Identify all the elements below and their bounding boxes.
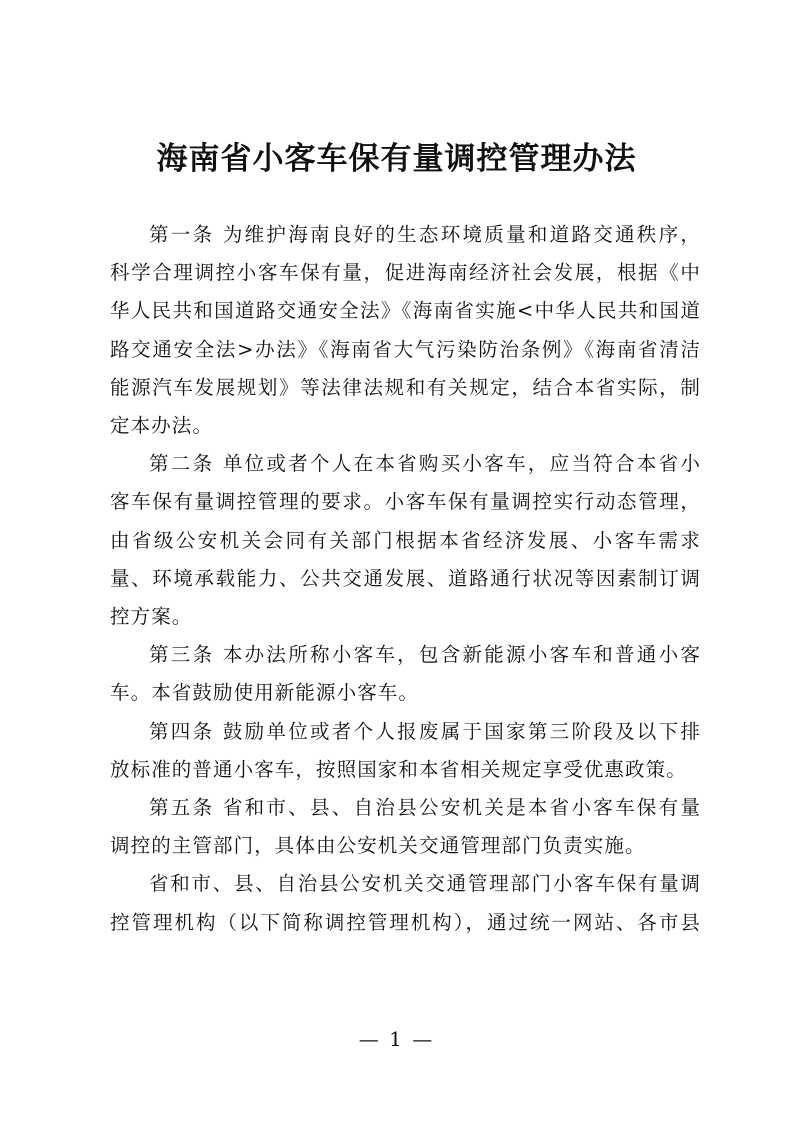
- document-body: [110, 216, 701, 942]
- article-1-paragraph: [110, 216, 701, 445]
- text-line: 能源汽车发展规划》等法律法规和有关规定，结合本省实际，制: [110, 375, 701, 399]
- text-line: 华人民共和国道路交通安全法》《海南省实施<中华人民共和国道: [110, 299, 701, 323]
- text-line: 第四条 鼓励单位或者个人报废属于国家第三阶段及以下排: [149, 719, 701, 743]
- article-5-continuation-paragraph: [110, 865, 701, 941]
- text-line: 调控的主管部门，具体由公安机关交通管理部门负责实施。: [110, 834, 646, 858]
- text-line: 放标准的普通小客车，按照国家和本省相关规定享受优惠政策。: [110, 757, 687, 781]
- text-line: 控方案。: [110, 605, 193, 629]
- text-line: 第三条 本办法所称小客车，包含新能源小客车和普通小客: [149, 643, 701, 667]
- text-line: 控管理机构（以下简称调控管理机构），通过统一网站、各市县: [110, 910, 701, 934]
- article-5-paragraph: [110, 789, 701, 865]
- text-line: 由省级公安机关会同有关部门根据本省经济发展、小客车需求: [110, 528, 701, 552]
- document-title: 海南省小客车保有量调控管理办法: [156, 141, 637, 177]
- text-line: 客车保有量调控管理的要求。小客车保有量调控实行动态管理，: [110, 490, 701, 514]
- text-line: 省和市、县、自治县公安机关交通管理部门小客车保有量调: [149, 872, 701, 896]
- article-2-paragraph: [110, 445, 701, 636]
- text-line: 量、环境承载能力、公共交通发展、道路通行状况等因素制订调: [110, 566, 701, 590]
- text-line: 第五条 省和市、县、自治县公安机关是本省小客车保有量: [149, 796, 701, 820]
- text-line: 车。本省鼓励使用新能源小客车。: [110, 681, 420, 705]
- text-line: 科学合理调控小客车保有量，促进海南经济社会发展，根据《中: [110, 261, 701, 285]
- article-4-paragraph: [110, 713, 701, 789]
- text-line: 第一条 为维护海南良好的生态环境质量和道路交通秩序，: [149, 223, 701, 246]
- page-number: — 1 —: [358, 1027, 435, 1051]
- text-line: 定本办法。: [110, 414, 214, 438]
- article-3-paragraph: [110, 636, 701, 712]
- text-line: 路交通安全法>办法》《海南省大气污染防治条例》《海南省清洁: [110, 337, 701, 361]
- text-line: 第二条 单位或者个人在本省购买小客车，应当符合本省小: [149, 452, 701, 476]
